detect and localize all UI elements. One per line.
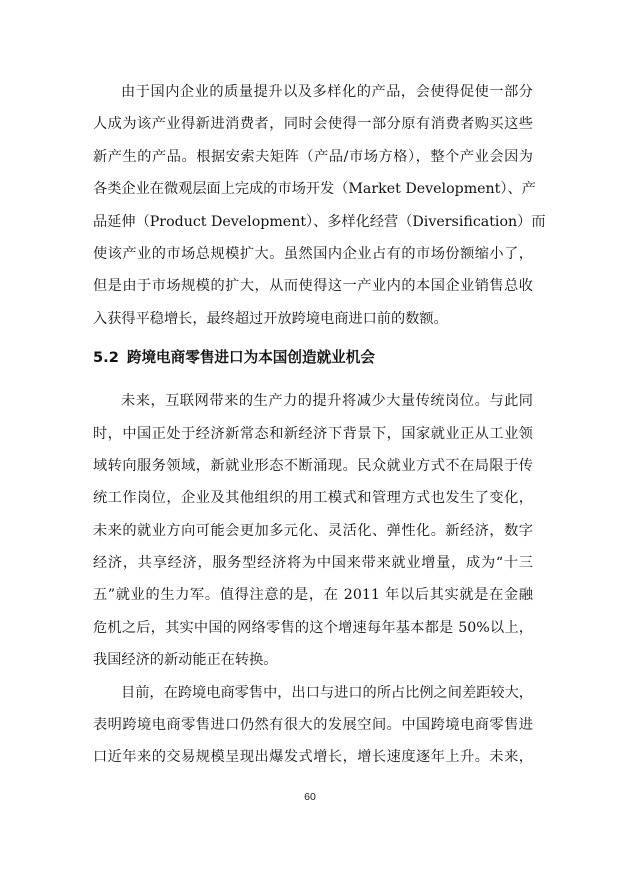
text-line: 口近年来的交易规模呈现出爆发式增长，增长速度逐年上升。未来， bbox=[93, 749, 533, 766]
text-line: 入获得平稳增长，最终超过开放跨境电商进口前的数额。 bbox=[93, 310, 448, 327]
text-line: 各类企业在微观层面上完成的市场开发（Market Development）、产 bbox=[93, 181, 536, 198]
text-line: 我国经济的新动能正在转换。 bbox=[93, 652, 278, 669]
text-line: 经济，共享经济，服务型经济将为中国来带来就业增量，成为“十三 bbox=[93, 555, 533, 572]
text-line: 目前，在跨境电商零售中，出口与进口的所占比例之间差距较大， bbox=[121, 684, 533, 701]
text-line: 未来的就业方向可能会更加多元化、灵活化、弹性化。新经济，数字 bbox=[93, 522, 533, 539]
text-line: 表明跨境电商零售进口仍然有很大的发展空间。中国跨境电商零售进 bbox=[93, 717, 533, 734]
text-line: 品延伸（Product Development）、多样化经营（Diversification）而 bbox=[93, 213, 546, 230]
text-line: 由于国内企业的质量提升以及多样化的产品，会使得促使一部分 bbox=[121, 84, 533, 100]
text-line: 统工作岗位，企业及其他组织的用工模式和管理方式也发生了变化， bbox=[93, 490, 533, 507]
section-title: 跨境电商零售进口为本国创造就业机会 bbox=[126, 349, 375, 367]
text-line: 新产生的产品。根据安索夫矩阵（产品/市场方格），整个产业会因为 bbox=[93, 148, 533, 165]
text-line: 时，中国正处于经济新常态和新经济下背景下，国家就业正从工业领 bbox=[93, 425, 533, 442]
section-heading bbox=[93, 341, 533, 375]
page-body bbox=[93, 76, 546, 774]
section-number: 5.2 bbox=[93, 349, 119, 367]
page-number: 60 bbox=[304, 791, 316, 803]
text-line: 未来，互联网带来的生产力的提升将减少大量传统岗位。与此同 bbox=[121, 393, 533, 410]
paragraph-market-impact bbox=[93, 76, 546, 335]
text-line: 五”就业的生力军。值得注意的是，在 2011 年以后其实就是在金融 bbox=[93, 587, 533, 604]
text-line: 域转向服务领域，新就业形态不断涌现。民众就业方式不在局限于传 bbox=[93, 457, 533, 474]
paragraph-employment bbox=[93, 385, 533, 677]
paragraph-import-growth bbox=[93, 677, 533, 774]
text-line: 人成为该产业得新进消费者，同时会使得一部分原有消费者购买这些 bbox=[93, 116, 533, 133]
text-line: 危机之后，其实中国的网络零售的这个增速每年基本都是 50%以上， bbox=[93, 619, 533, 636]
text-line: 使该产业的市场总规模扩大。虽然国内企业占有的市场份额缩小了， bbox=[93, 245, 533, 262]
text-line: 但是由于市场规模的扩大，从而使得这一产业内的本国企业销售总收 bbox=[93, 278, 533, 295]
